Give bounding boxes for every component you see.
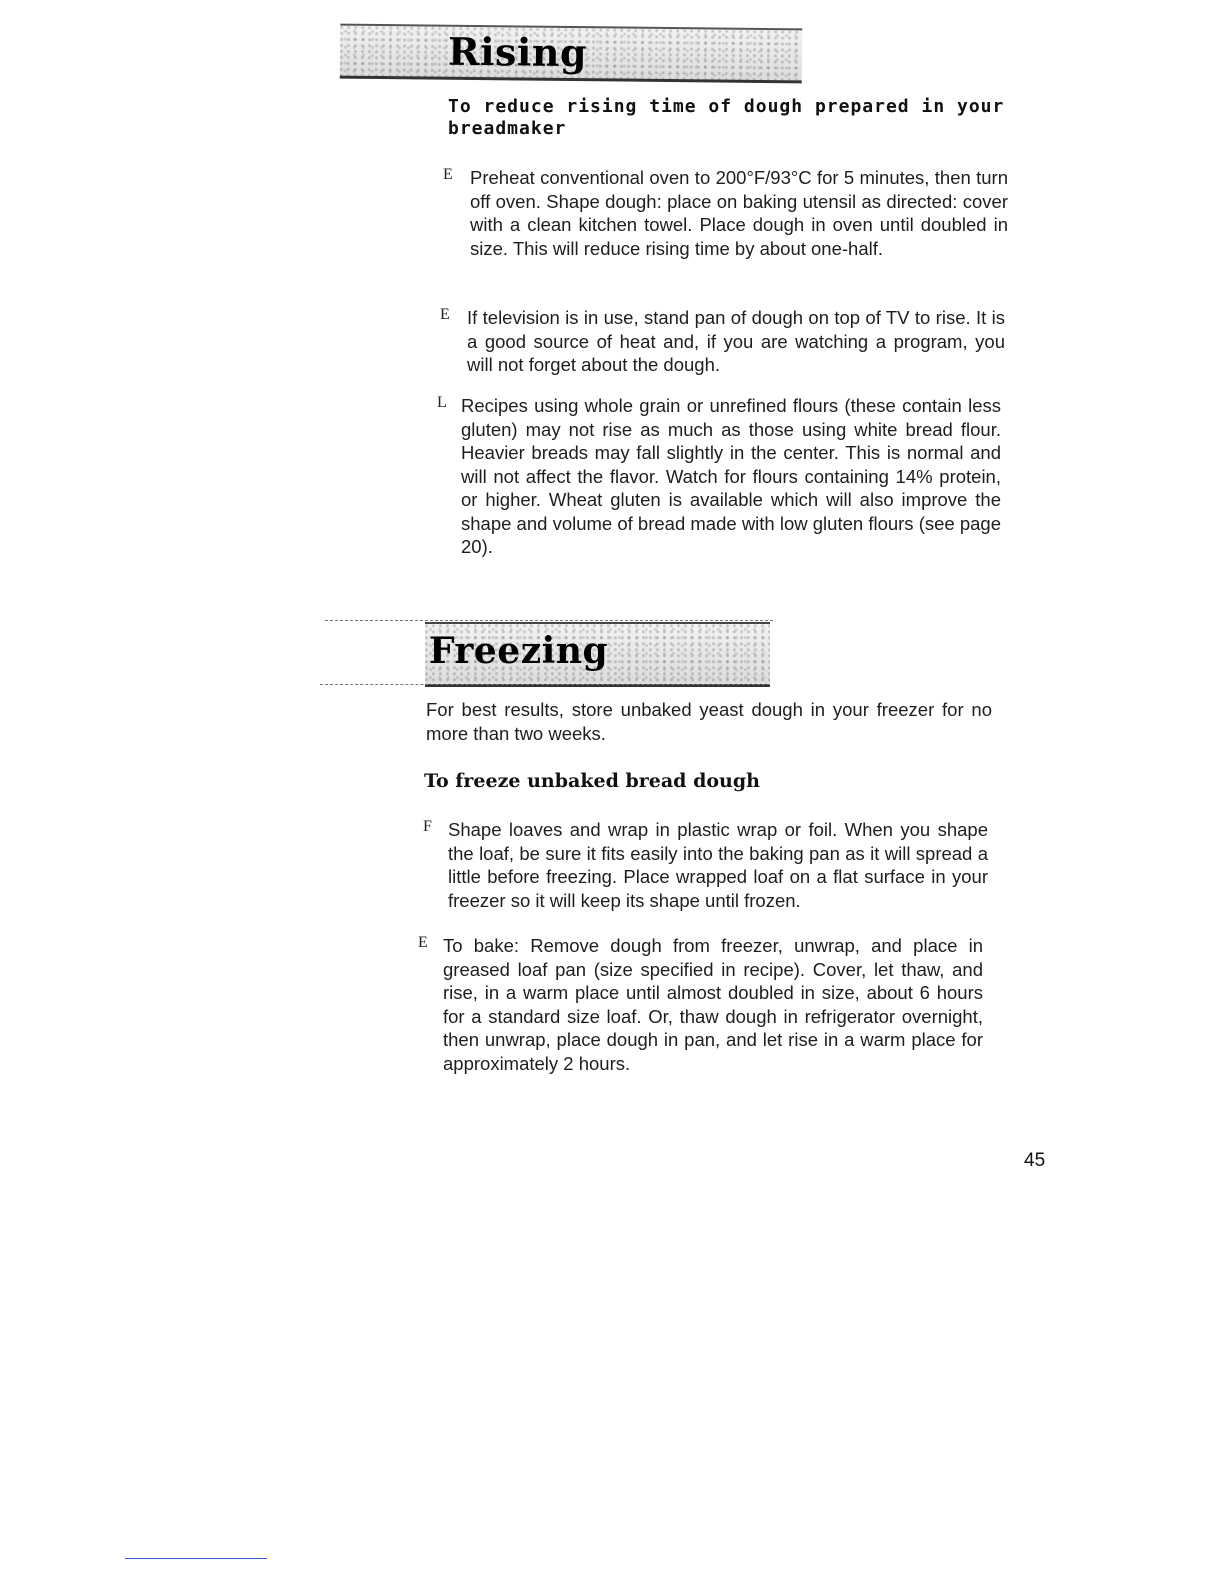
footer-rule <box>125 1558 267 1559</box>
freezing-item-text: To bake: Remove dough from freezer, unwrap, and place in greased loaf pan (size specified in recipe). Cover, let thaw, and rise, in a warm place until almost doubled in size, about 6 hours for a standard size loaf. Or, thaw dough in refrigerator overnight, then unwrap, place dough in pan, and let rise in a warm place for approximately 2 hours. <box>443 935 983 1074</box>
bullet-icon: E <box>443 166 453 183</box>
bullet-icon: L <box>437 394 447 411</box>
bullet-icon: F <box>423 818 432 835</box>
page-number: 45 <box>1024 1150 1046 1171</box>
freezing-top-rule <box>325 620 773 621</box>
freezing-banner <box>425 622 770 687</box>
bullet-icon: E <box>418 934 428 951</box>
rising-item-text: Preheat conventional oven to 200°F/93°C for 5 minutes, then turn off oven. Shape dough: place on baking utensil as directed: cover with a clean kitchen towel. Place dough in oven until doubled in size. This will reduce rising time by about one-half. <box>470 167 1008 259</box>
rising-subheading: To reduce rising time of dough prepared in your breadmaker <box>448 96 1005 139</box>
freezing-item-text: Shape loaves and wrap in plastic wrap or foil. When you shape the loaf, be sure it fits easily into the baking pan as it will spread a little before freezing. Place wrapped loaf on a flat surface in your freezer so it will keep its shape until frozen. <box>448 819 988 911</box>
freezing-intro: For best results, store unbaked yeast dough in your freezer for no more than two weeks. <box>426 699 992 744</box>
bullet-icon: E <box>440 306 450 323</box>
freezing-subheading: To freeze unbaked bread dough <box>424 770 760 792</box>
rising-item-text: Recipes using whole grain or unrefined flours (these contain less gluten) may not rise as much as those using white bread flour. Heavier breads may fall slightly in the center. This is normal and will not affect the flavor. Watch for flours containing 14% protein, or higher. Wheat gluten is available which will also improve the shape and volume of bread made with low gluten flours (see page 20). <box>461 395 1001 557</box>
rising-item-text: If television is in use, stand pan of dough on top of TV to rise. It is a good source of heat and, if you are watching a program, you will not forget about the dough. <box>467 307 1005 375</box>
freezing-title: Freezing <box>429 630 609 672</box>
freezing-bottom-rule <box>320 684 770 685</box>
rising-banner <box>340 24 803 84</box>
rising-title: Rising <box>447 28 588 76</box>
